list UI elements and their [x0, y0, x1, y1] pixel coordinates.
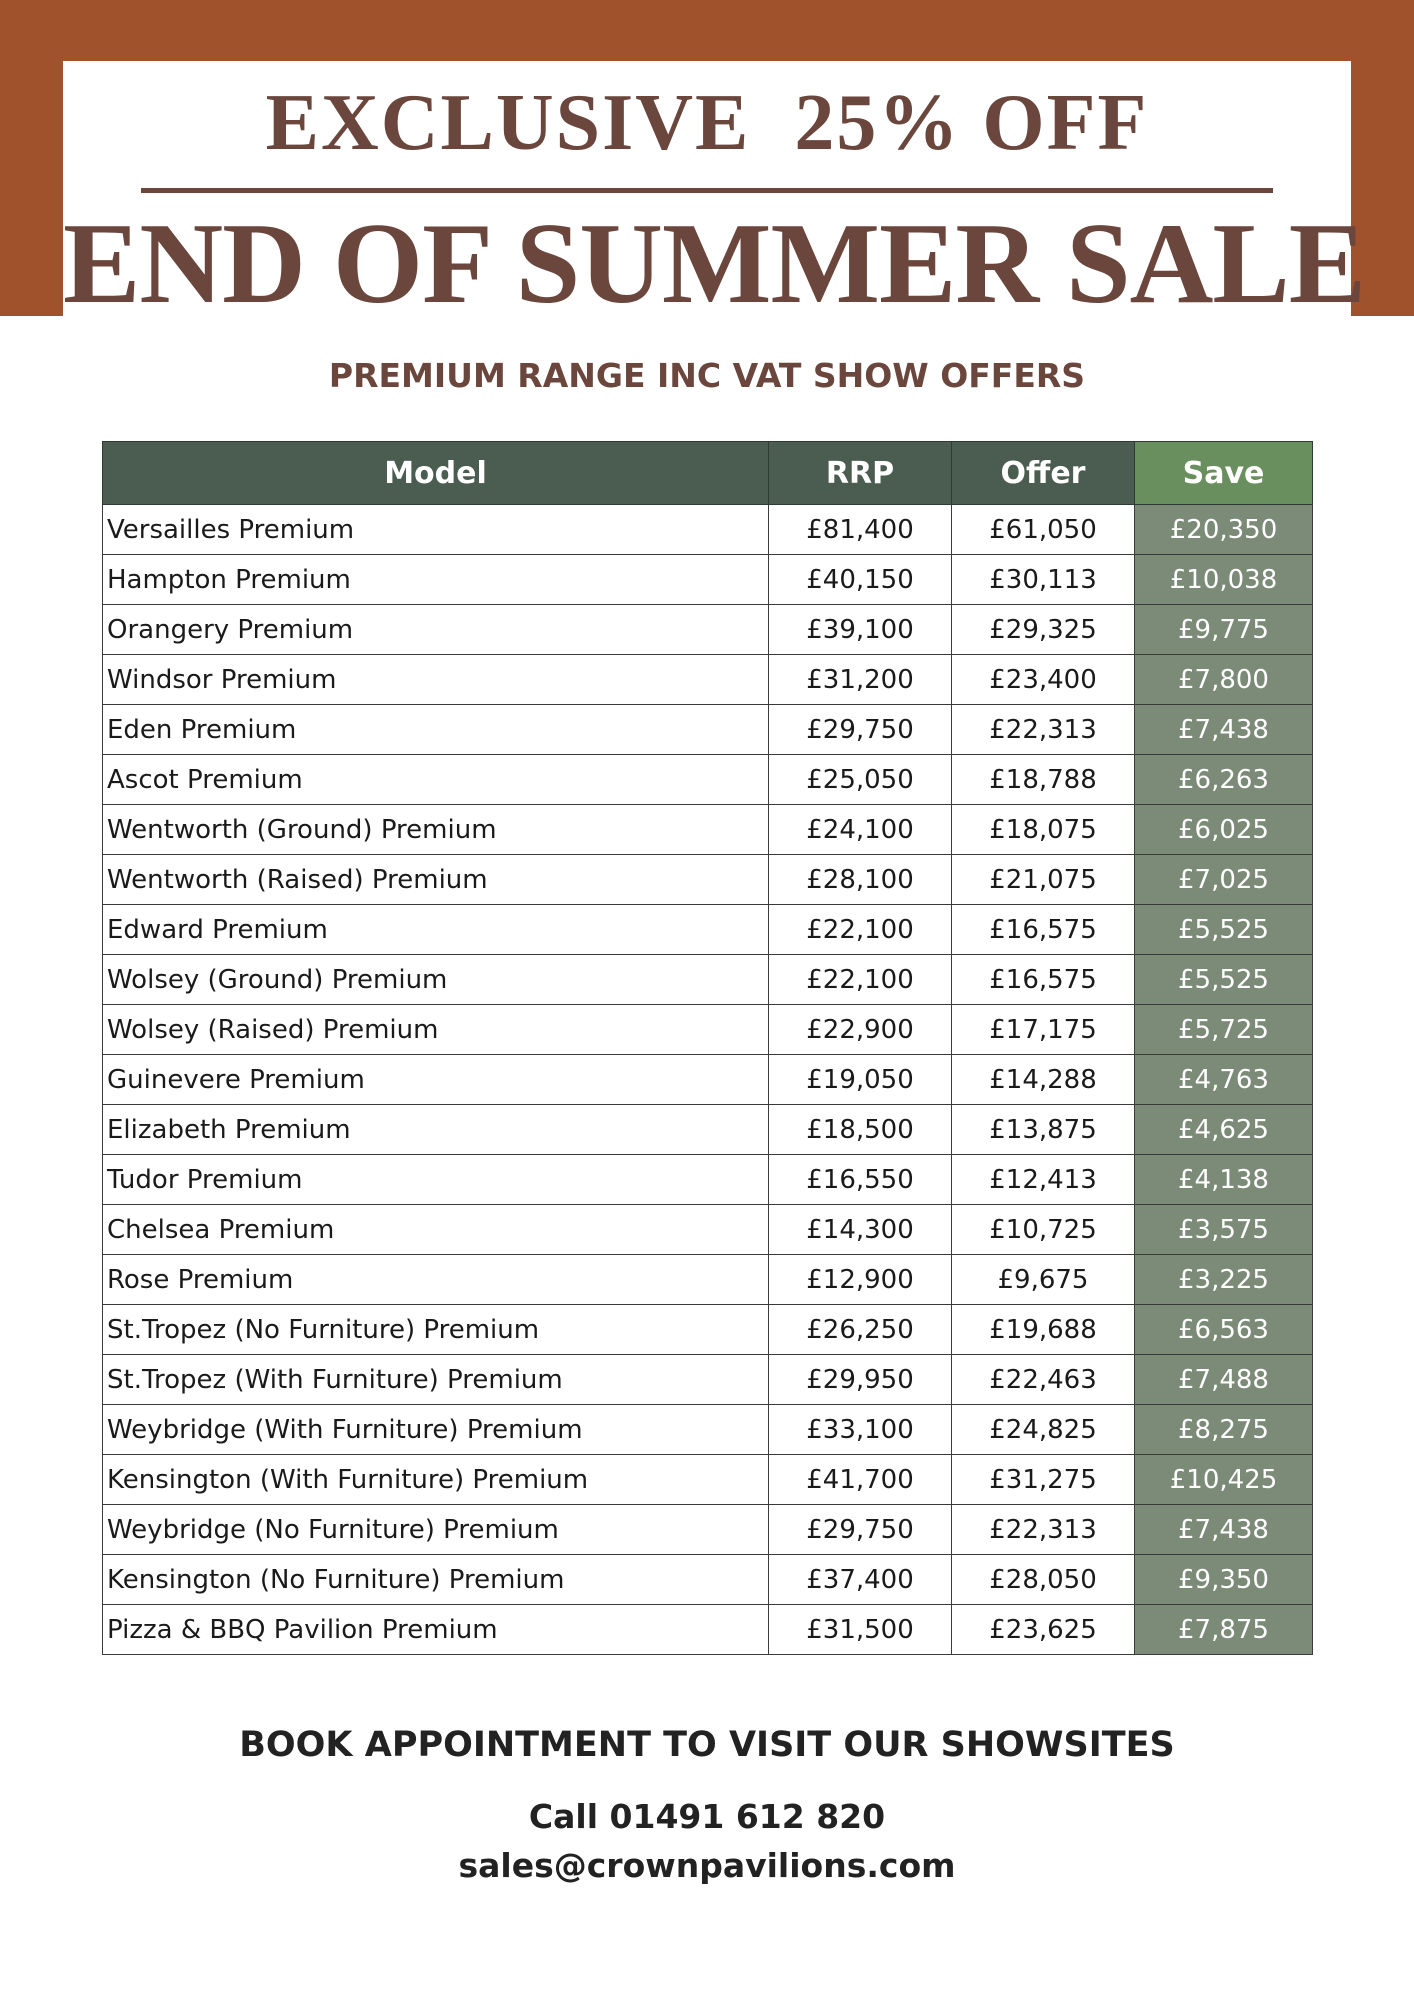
- rrp-cell: £19,050: [769, 1055, 952, 1105]
- rrp-cell: £12,900: [769, 1255, 952, 1305]
- table-row: [103, 1405, 1313, 1455]
- column-header-model: Model: [103, 442, 769, 505]
- table-row: [103, 605, 1313, 655]
- save-cell: £5,525: [1135, 905, 1313, 955]
- offer-cell: £16,575: [952, 905, 1135, 955]
- offer-cell: £29,325: [952, 605, 1135, 655]
- table-row: [103, 755, 1313, 805]
- model-cell: Wentworth (Raised) Premium: [103, 855, 769, 905]
- table-header-row: [103, 442, 1313, 505]
- offer-cell: £14,288: [952, 1055, 1135, 1105]
- table-row: [103, 1455, 1313, 1505]
- model-cell: Kensington (With Furniture) Premium: [103, 1455, 769, 1505]
- save-cell: £7,488: [1135, 1355, 1313, 1405]
- model-cell: Weybridge (No Furniture) Premium: [103, 1505, 769, 1555]
- save-cell: £10,425: [1135, 1455, 1313, 1505]
- offer-cell: £13,875: [952, 1105, 1135, 1155]
- table-row: [103, 1105, 1313, 1155]
- rrp-cell: £37,400: [769, 1555, 952, 1605]
- model-cell: Windsor Premium: [103, 655, 769, 705]
- model-cell: Kensington (No Furniture) Premium: [103, 1555, 769, 1605]
- save-cell: £8,275: [1135, 1405, 1313, 1455]
- offer-cell: £28,050: [952, 1555, 1135, 1605]
- save-cell: £4,625: [1135, 1105, 1313, 1155]
- subtitle: PREMIUM RANGE INC VAT SHOW OFFERS: [328, 356, 1086, 395]
- rrp-cell: £29,750: [769, 1505, 952, 1555]
- save-cell: £7,438: [1135, 1505, 1313, 1555]
- headline: EXCLUSIVE 25% OFF: [265, 79, 1149, 167]
- rrp-cell: £26,250: [769, 1305, 952, 1355]
- save-cell: £4,138: [1135, 1155, 1313, 1205]
- rrp-cell: £39,100: [769, 605, 952, 655]
- model-cell: Tudor Premium: [103, 1155, 769, 1205]
- save-cell: £6,263: [1135, 755, 1313, 805]
- title-card: [63, 61, 1366, 341]
- save-cell: £5,725: [1135, 1005, 1313, 1055]
- rrp-cell: £14,300: [769, 1205, 952, 1255]
- model-cell: Versailles Premium: [103, 505, 769, 555]
- save-cell: £4,763: [1135, 1055, 1313, 1105]
- model-cell: St.Tropez (No Furniture) Premium: [103, 1305, 769, 1355]
- offer-cell: £23,400: [952, 655, 1135, 705]
- rrp-cell: £41,700: [769, 1455, 952, 1505]
- model-cell: Rose Premium: [103, 1255, 769, 1305]
- table-row: [103, 1155, 1313, 1205]
- rrp-cell: £22,100: [769, 955, 952, 1005]
- save-cell: £9,775: [1135, 605, 1313, 655]
- table-row: [103, 505, 1313, 555]
- table-body: [103, 505, 1313, 1655]
- offers-table: [102, 441, 1313, 1655]
- save-cell: £6,025: [1135, 805, 1313, 855]
- rrp-cell: £40,150: [769, 555, 952, 605]
- model-cell: Wolsey (Raised) Premium: [103, 1005, 769, 1055]
- offer-cell: £10,725: [952, 1205, 1135, 1255]
- rrp-cell: £31,200: [769, 655, 952, 705]
- model-cell: Wentworth (Ground) Premium: [103, 805, 769, 855]
- phone-number: Call 01491 612 820: [528, 1797, 886, 1836]
- model-cell: Weybridge (With Furniture) Premium: [103, 1405, 769, 1455]
- rrp-cell: £24,100: [769, 805, 952, 855]
- rrp-cell: £33,100: [769, 1405, 952, 1455]
- rrp-cell: £31,500: [769, 1605, 952, 1655]
- rrp-cell: £18,500: [769, 1105, 952, 1155]
- offer-cell: £12,413: [952, 1155, 1135, 1205]
- rrp-cell: £22,900: [769, 1005, 952, 1055]
- email-address: sales@crownpavilions.com: [458, 1846, 956, 1885]
- column-header-rrp: RRP: [769, 442, 952, 505]
- offer-cell: £19,688: [952, 1305, 1135, 1355]
- table-row: [103, 1255, 1313, 1305]
- save-cell: £10,038: [1135, 555, 1313, 605]
- model-cell: Guinevere Premium: [103, 1055, 769, 1105]
- save-cell: £20,350: [1135, 505, 1313, 555]
- table-row: [103, 905, 1313, 955]
- offer-cell: £30,113: [952, 555, 1135, 605]
- table-row: [103, 1055, 1313, 1105]
- model-cell: Wolsey (Ground) Premium: [103, 955, 769, 1005]
- page-title: END OF SUMMER SALE: [63, 200, 1366, 328]
- save-cell: £7,800: [1135, 655, 1313, 705]
- model-cell: Eden Premium: [103, 705, 769, 755]
- save-cell: £9,350: [1135, 1555, 1313, 1605]
- model-cell: Pizza & BBQ Pavilion Premium: [103, 1605, 769, 1655]
- model-cell: Chelsea Premium: [103, 1205, 769, 1255]
- offer-cell: £18,788: [952, 755, 1135, 805]
- save-cell: £3,225: [1135, 1255, 1313, 1305]
- table-row: [103, 955, 1313, 1005]
- title-divider: [141, 188, 1273, 193]
- model-cell: Hampton Premium: [103, 555, 769, 605]
- offer-cell: £18,075: [952, 805, 1135, 855]
- table-row: [103, 1355, 1313, 1405]
- offer-cell: £22,463: [952, 1355, 1135, 1405]
- offer-cell: £17,175: [952, 1005, 1135, 1055]
- column-header-save: Save: [1135, 442, 1313, 505]
- table-row: [103, 555, 1313, 605]
- table-row: [103, 1205, 1313, 1255]
- save-cell: £7,438: [1135, 705, 1313, 755]
- rrp-cell: £29,950: [769, 1355, 952, 1405]
- save-cell: £6,563: [1135, 1305, 1313, 1355]
- offer-cell: £22,313: [952, 1505, 1135, 1555]
- model-cell: Edward Premium: [103, 905, 769, 955]
- offer-cell: £31,275: [952, 1455, 1135, 1505]
- table-row: [103, 805, 1313, 855]
- table-row: [103, 1605, 1313, 1655]
- rrp-cell: £29,750: [769, 705, 952, 755]
- model-cell: Elizabeth Premium: [103, 1105, 769, 1155]
- table-row: [103, 655, 1313, 705]
- offer-cell: £9,675: [952, 1255, 1135, 1305]
- offer-cell: £16,575: [952, 955, 1135, 1005]
- model-cell: Orangery Premium: [103, 605, 769, 655]
- table-row: [103, 1005, 1313, 1055]
- offer-cell: £24,825: [952, 1405, 1135, 1455]
- rrp-cell: £28,100: [769, 855, 952, 905]
- save-cell: £7,875: [1135, 1605, 1313, 1655]
- save-cell: £7,025: [1135, 855, 1313, 905]
- table-row: [103, 1555, 1313, 1605]
- rrp-cell: £22,100: [769, 905, 952, 955]
- table-row: [103, 705, 1313, 755]
- column-header-offer: Offer: [952, 442, 1135, 505]
- call-to-action: BOOK APPOINTMENT TO VISIT OUR SHOWSITES: [239, 1725, 1175, 1765]
- offer-cell: £61,050: [952, 505, 1135, 555]
- offer-cell: £22,313: [952, 705, 1135, 755]
- rrp-cell: £16,550: [769, 1155, 952, 1205]
- model-cell: St.Tropez (With Furniture) Premium: [103, 1355, 769, 1405]
- save-cell: £5,525: [1135, 955, 1313, 1005]
- table-row: [103, 855, 1313, 905]
- model-cell: Ascot Premium: [103, 755, 769, 805]
- table-row: [103, 1305, 1313, 1355]
- rrp-cell: £25,050: [769, 755, 952, 805]
- save-cell: £3,575: [1135, 1205, 1313, 1255]
- table-row: [103, 1505, 1313, 1555]
- rrp-cell: £81,400: [769, 505, 952, 555]
- offer-cell: £23,625: [952, 1605, 1135, 1655]
- offer-cell: £21,075: [952, 855, 1135, 905]
